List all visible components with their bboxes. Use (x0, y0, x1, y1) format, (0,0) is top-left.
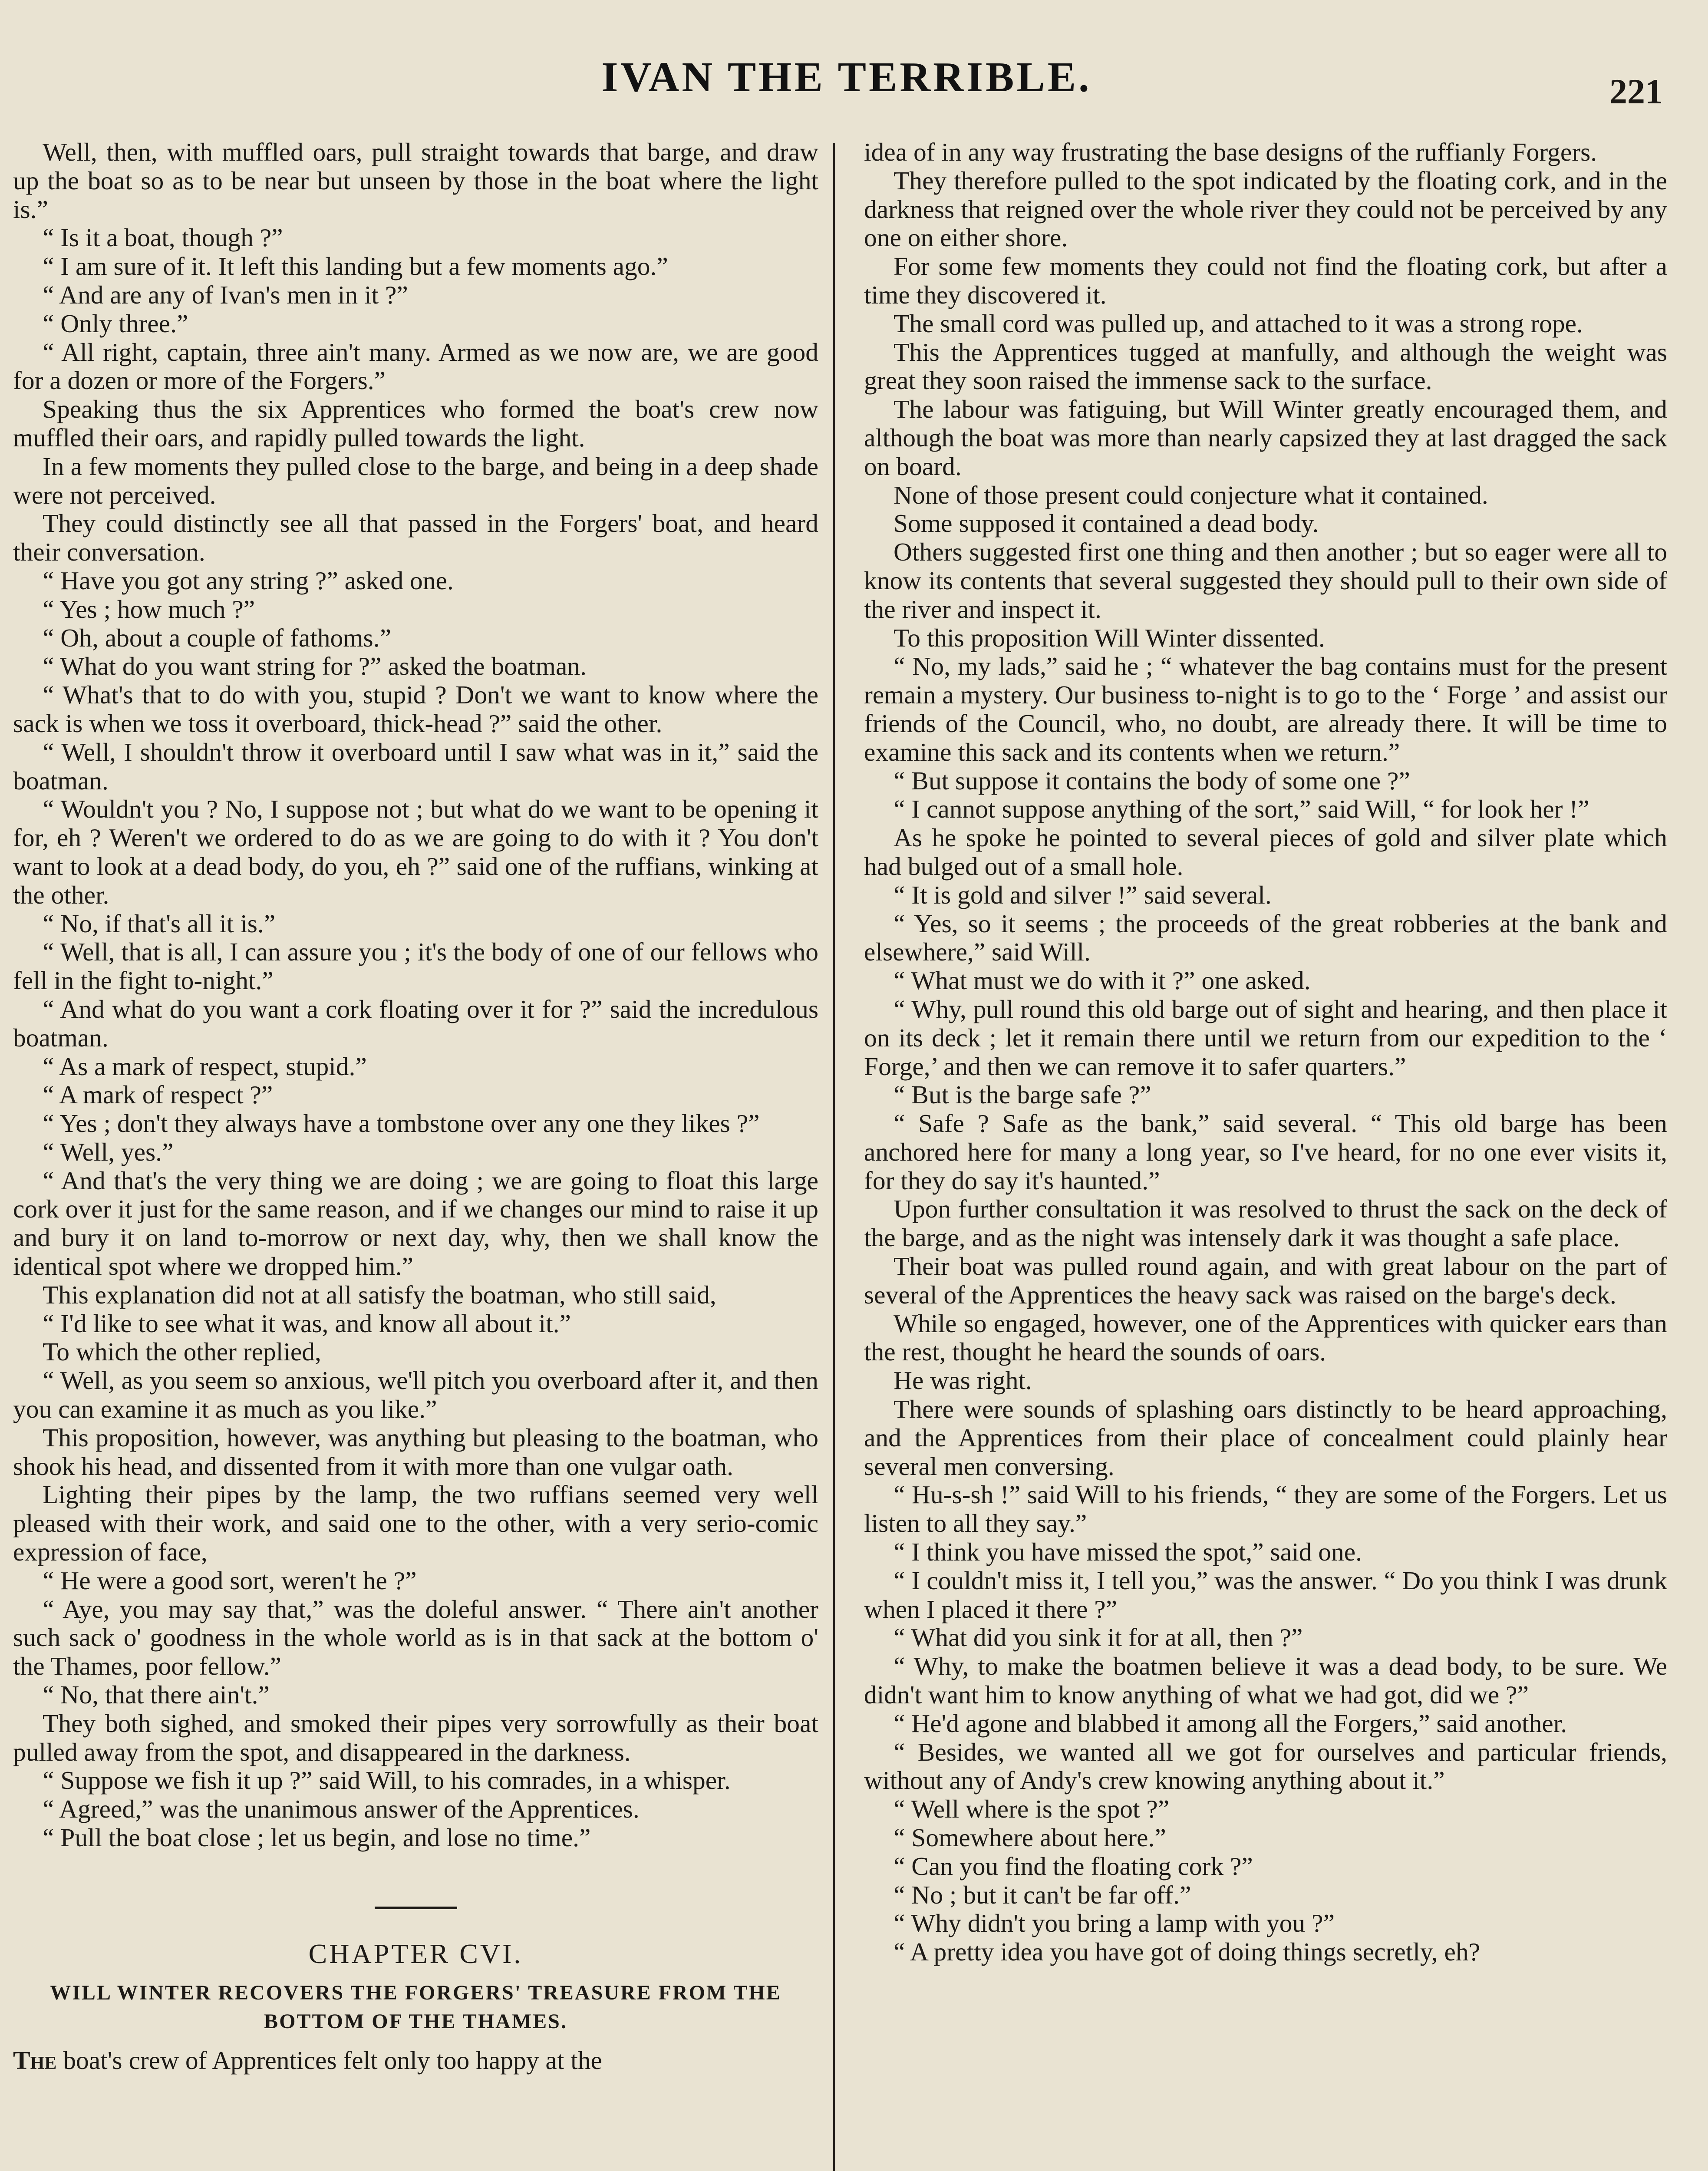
right-column (864, 138, 1667, 1966)
paragraph: “ Have you got any string ?” asked one. (43, 566, 454, 595)
paragraph: Others suggested first one thing and then another ; but so eager were all to know its contents that several suggested they should pull to their own side of the river and inspect it. (864, 538, 1667, 624)
paragraph: In a few moments they pulled close to the barge, and being in a deep shade were not perceived. (13, 452, 818, 509)
paragraph: This the Apprentices tugged at manfully, and although the weight was great they soon raised the immense sack to the surface. (864, 337, 1667, 395)
paragraph: “ Oh, about a couple of fathoms.” (43, 623, 391, 652)
chapter-lead-word: The (13, 2046, 57, 2075)
paragraph: He was right. (894, 1366, 1032, 1395)
paragraph: Their boat was pulled round again, and with great labour on the part of several of the Apprentices the heavy sack was raised on the barge's deck. (864, 1252, 1667, 1309)
chapter-opening-text: boat's crew of Apprentices felt only too happy at the (63, 2046, 602, 2075)
paragraph: “ Well, as you seem so anxious, we'll pitch you overboard after it, and then you can examine it as much as you like.” (13, 1366, 818, 1424)
chapter-subtitle: WILL WINTER RECOVERS THE FORGERS' TREASURE FROM THE BOTTOM OF THE THAMES. (50, 1981, 781, 2033)
running-title: IVAN THE TERRIBLE. (601, 54, 1092, 101)
paragraph: “ Safe ? Safe as the bank,” said several. “ This old barge has been anchored here for many a long year, so I've heard, for no one ever visits it, for they do say it's haunted.” (864, 1109, 1667, 1195)
paragraph: “ A pretty idea you have got of doing things secretly, eh? (894, 1937, 1480, 1966)
paragraph: “ Hu-s-sh !” said Will to his friends, “ they are some of the Forgers. Let us listen to all they say.” (864, 1480, 1667, 1538)
paragraph: “ And that's the very thing we are doing ; we are going to float this large cork over it just for the same reason, and if we changes our mind to raise it up and bury it on land to-morrow or next day, why, then we shall know the identical spot where we dropped him.” (13, 1166, 818, 1281)
paragraph: “ Why didn't you bring a lamp with you ?” (894, 1909, 1335, 1938)
paragraph: As he spoke he pointed to several pieces of gold and silver plate which had bulged out of a small hole. (864, 823, 1667, 881)
right-column-text (864, 138, 1667, 1966)
paragraph: “ I'd like to see what it was, and know all about it.” (43, 1309, 571, 1338)
paragraph: There were sounds of splashing oars distinctly to be heard approaching, and the Apprentices from their place of concealment could plainly hear several men conversing. (864, 1395, 1667, 1481)
paragraph: Lighting their pipes by the lamp, the two ruffians seemed very well pleased with their work, and said one to the other, with a very serio-comic expression of face, (13, 1480, 818, 1567)
paragraph: “ Pull the boat close ; let us begin, and lose no time.” (43, 1823, 591, 1852)
paragraph: “ Yes, so it seems ; the proceeds of the great robberies at the bank and elsewhere,” said Will. (864, 909, 1667, 967)
paragraph: “ Aye, you may say that,” was the doleful answer. “ There ain't another such sack o' goodness in the whole world as is in that sack at the bottom o' the Thames, poor fellow.” (13, 1594, 818, 1681)
paragraph: “ I couldn't miss it, I tell you,” was the answer. “ Do you think I was drunk when I placed it there ?” (864, 1566, 1667, 1623)
paragraph: “ Why, pull round this old barge out of sight and hearing, and then place it on its deck ; let it remain there until we return from our expedition to the ‘ Forge,’ and then we can remove it to safer quarters.” (864, 994, 1667, 1081)
paragraph: “ What do you want string for ?” asked the boatman. (43, 652, 587, 681)
chapter-opening-paragraph (13, 2046, 818, 2075)
paragraph: “ What must we do with it ?” one asked. (894, 966, 1311, 995)
left-column (13, 138, 818, 2075)
paragraph: “ And what do you want a cork floating over it for ?” said the incredulous boatman. (13, 994, 818, 1052)
chapter-divider (375, 1907, 457, 1909)
paragraph: “ And are any of Ivan's men in it ?” (43, 280, 408, 309)
paragraph: “ A mark of respect ?” (43, 1080, 273, 1109)
paragraph: To this proposition Will Winter dissented. (894, 623, 1325, 652)
paragraph: The small cord was pulled up, and attached to it was a strong rope. (894, 309, 1583, 338)
paragraph: “ He'd agone and blabbed it among all the Forgers,” said another. (894, 1709, 1567, 1738)
paragraph: “ Only three.” (43, 309, 188, 338)
paragraph: “ Yes ; don't they always have a tombstone over any one they likes ?” (43, 1109, 760, 1138)
paragraph: None of those present could conjecture what it contained. (894, 480, 1488, 509)
paragraph: “ Besides, we wanted all we got for ourselves and particular friends, without any of Andy's crew knowing anything about it.” (864, 1737, 1667, 1795)
paragraph: “ No ; but it can't be far off.” (894, 1880, 1191, 1909)
paragraph: “ Is it a boat, though ?” (43, 223, 283, 252)
paragraph: idea of in any way frustrating the base designs of the ruffianly Forgers. (864, 138, 1597, 166)
paragraph: “ I cannot suppose anything of the sort,” said Will, “ for look her !” (894, 795, 1589, 824)
paragraph: This proposition, however, was anything but pleasing to the boatman, who shook his head, and dissented from it with more than one vulgar oath. (13, 1423, 818, 1481)
paragraph: “ As a mark of respect, stupid.” (43, 1052, 367, 1081)
paragraph: Some supposed it contained a dead body. (894, 509, 1319, 538)
paragraph: “ Wouldn't you ? No, I suppose not ; but what do we want to be opening it for, eh ? Weren't we ordered to do as we are going to do with it ? You don't want to look at a dead body, do you, eh ?” said one of the ruffians, winking at the other. (13, 795, 818, 909)
paragraph: While so engaged, however, one of the Apprentices with quicker ears than the rest, thought he heard the sounds of oars. (864, 1309, 1667, 1366)
paragraph: “ Suppose we fish it up ?” said Will, to his comrades, in a whisper. (43, 1766, 731, 1795)
left-column-text (13, 138, 818, 1852)
paragraph: “ Well, yes.” (43, 1137, 174, 1166)
paragraph: “ He were a good sort, weren't he ?” (43, 1566, 417, 1595)
paragraph: “ What's that to do with you, stupid ? Don't we want to know where the sack is when we toss it overboard, thick-head ?” said the other. (13, 680, 818, 738)
paragraph: This explanation did not at all satisfy the boatman, who still said, (43, 1280, 716, 1309)
chapter-heading: CHAPTER CVI. (308, 1938, 523, 1969)
paragraph: “ It is gold and silver !” said several. (894, 880, 1272, 909)
paragraph: “ No, my lads,” said he ; “ whatever the bag contains must for the present remain a mystery. Our business to-night is to go to the ‘ Forge ’ and assist our friends of the Council, who, no doubt, are already there. It will be time to examine this sack and its contents when we return.” (864, 652, 1667, 766)
paragraph: “ Can you find the floating cork ?” (894, 1851, 1253, 1881)
paragraph: “ I think you have missed the spot,” said one. (894, 1538, 1362, 1567)
paragraph: “ But is the barge safe ?” (894, 1080, 1151, 1109)
paragraph: “ What did you sink it for at all, then ?” (894, 1623, 1303, 1652)
paragraph: “ Yes ; how much ?” (43, 594, 255, 624)
paragraph: “ Well, that is all, I can assure you ; it's the body of one of our fellows who fell in the fight to-night.” (13, 937, 818, 995)
paragraph: “ No, if that's all it is.” (43, 909, 276, 938)
paragraph: To which the other replied, (43, 1337, 321, 1366)
paragraph: “ Well where is the spot ?” (894, 1795, 1170, 1824)
column-rule (833, 143, 835, 2171)
paragraph: “ I am sure of it. It left this landing but a few moments ago.” (43, 252, 668, 281)
paragraph: The labour was fatiguing, but Will Winter greatly encouraged them, and although the boat was more than nearly capsized they at last dragged the sack on board. (864, 395, 1667, 481)
paragraph: “ Somewhere about here.” (894, 1823, 1166, 1852)
page-number: 221 (1609, 72, 1663, 111)
paragraph: For some few moments they could not find the floating cork, but after a time they discovered it. (864, 252, 1667, 309)
paragraph: They both sighed, and smoked their pipes very sorrowfully as their boat pulled away from the spot, and disappeared in the darkness. (13, 1709, 818, 1766)
paragraph: “ Agreed,” was the unanimous answer of the Apprentices. (43, 1795, 640, 1824)
paragraph: They therefore pulled to the spot indicated by the floating cork, and in the darkness that reigned over the whole river they could not be perceived by any one on either shore. (864, 166, 1667, 252)
paragraph: “ Well, I shouldn't throw it overboard until I saw what was in it,” said the boatman. (13, 737, 818, 795)
paragraph: Well, then, with muffled oars, pull straight towards that barge, and draw up the boat so as to be near but unseen by those in the boat where the light is.” (13, 138, 818, 224)
paragraph: “ No, that there ain't.” (43, 1680, 270, 1709)
paragraph: “ Why, to make the boatmen believe it was a dead body, to be sure. We didn't want him to know anything of what we had got, did we ?” (864, 1652, 1667, 1709)
paragraph: “ All right, captain, three ain't many. Armed as we now are, we are good for a dozen or more of the Forgers.” (13, 337, 818, 395)
paragraph: “ But suppose it contains the body of some one ?” (894, 766, 1410, 795)
paragraph: They could distinctly see all that passed in the Forgers' boat, and heard their conversation. (13, 509, 818, 567)
paragraph: Speaking thus the six Apprentices who formed the boat's crew now muffled their oars, and rapidly pulled towards the light. (13, 395, 818, 452)
paragraph: Upon further consultation it was resolved to thrust the sack on the deck of the barge, and as the night was intensely dark it was thought a safe place. (864, 1194, 1667, 1252)
